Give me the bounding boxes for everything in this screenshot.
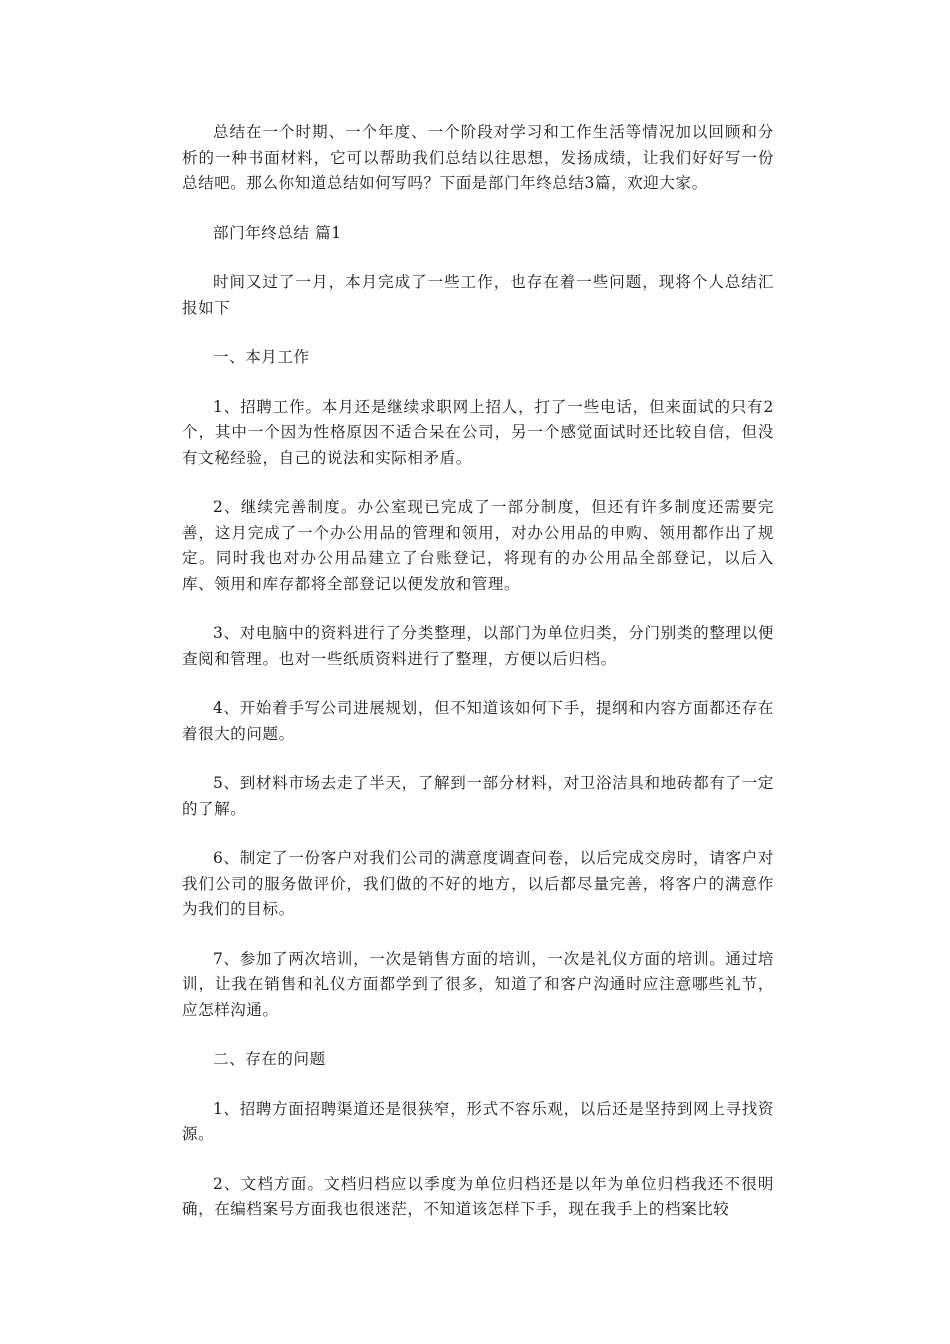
work-item: 5、到材料市场去走了半天，了解到一部分材料，对卫浴洁具和地砖都有了一定的了解。 — [182, 774, 774, 818]
problem-item: 2、文档方面。文档归档应以季度为单位归档还是以年为单位归档我还不很明确，在编档案号方面我也很迷茫，不知道该怎样下手，现在我手上的档案比较 — [182, 1174, 774, 1218]
section-title: 部门年终总结 篇1 — [213, 223, 342, 242]
work-item: 1、招聘工作。本月还是继续求职网上招人，打了一些电话，但来面试的只有2个，其中一个因为性格原因不适合呆在公司，另一个感觉面试时还比较自信，但没有文秘经验，自己的说法和实际相矛盾。 — [182, 397, 774, 467]
work-item: 7、参加了两次培训，一次是销售方面的培训，一次是礼仪方面的培训。通过培训，让我在销售和礼仪方面都学到了很多，知道了和客户沟通时应注意哪些礼节，应怎样沟通。 — [182, 949, 774, 1019]
work-item: 4、开始着手写公司进展规划，但不知道该如何下手，提纲和内容方面都还存在着很大的问题。 — [182, 699, 774, 743]
problem-item: 1、招聘方面招聘渠道还是很狭窄，形式不容乐观，以后还是坚持到网上寻找资源。 — [182, 1099, 774, 1143]
work-item: 2、继续完善制度。办公室现已完成了一部分制度，但还有许多制度还需要完善，这月完成了一个办公用品的管理和领用，对办公用品的申购、领用都作出了规定。同时我也对办公用品建立了台账登记，将现有的办公用品全部登记，以后入库、领用和库存都将全部登记以便发放和管理。 — [182, 498, 774, 593]
work-item: 3、对电脑中的资料进行了分类整理，以部门为单位归类，分门别类的整理以便查阅和管理。也对一些纸质资料进行了整理，方便以后归档。 — [182, 624, 774, 668]
opening-paragraph: 时间又过了一月，本月完成了一些工作，也存在着一些问题，现将个人总结汇报如下 — [182, 273, 774, 317]
heading-problems: 二、存在的问题 — [213, 1050, 326, 1068]
document-body — [182, 120, 774, 1247]
intro-paragraph: 总结在一个时期、一个年度、一个阶段对学习和工作生活等情况加以回顾和分析的一种书面材料，它可以帮助我们总结以往思想，发扬成绩，让我们好好写一份总结吧。那么你知道总结如何写吗？下面是部门年终总结3篇，欢迎大家。 — [182, 123, 774, 192]
work-item: 6、制定了一份客户对我们公司的满意度调查问卷，以后完成交房时，请客户对我们公司的服务做评价，我们做的不好的地方，以后都尽量完善，将客户的满意作为我们的目标。 — [182, 849, 774, 918]
heading-work: 一、本月工作 — [213, 348, 310, 366]
